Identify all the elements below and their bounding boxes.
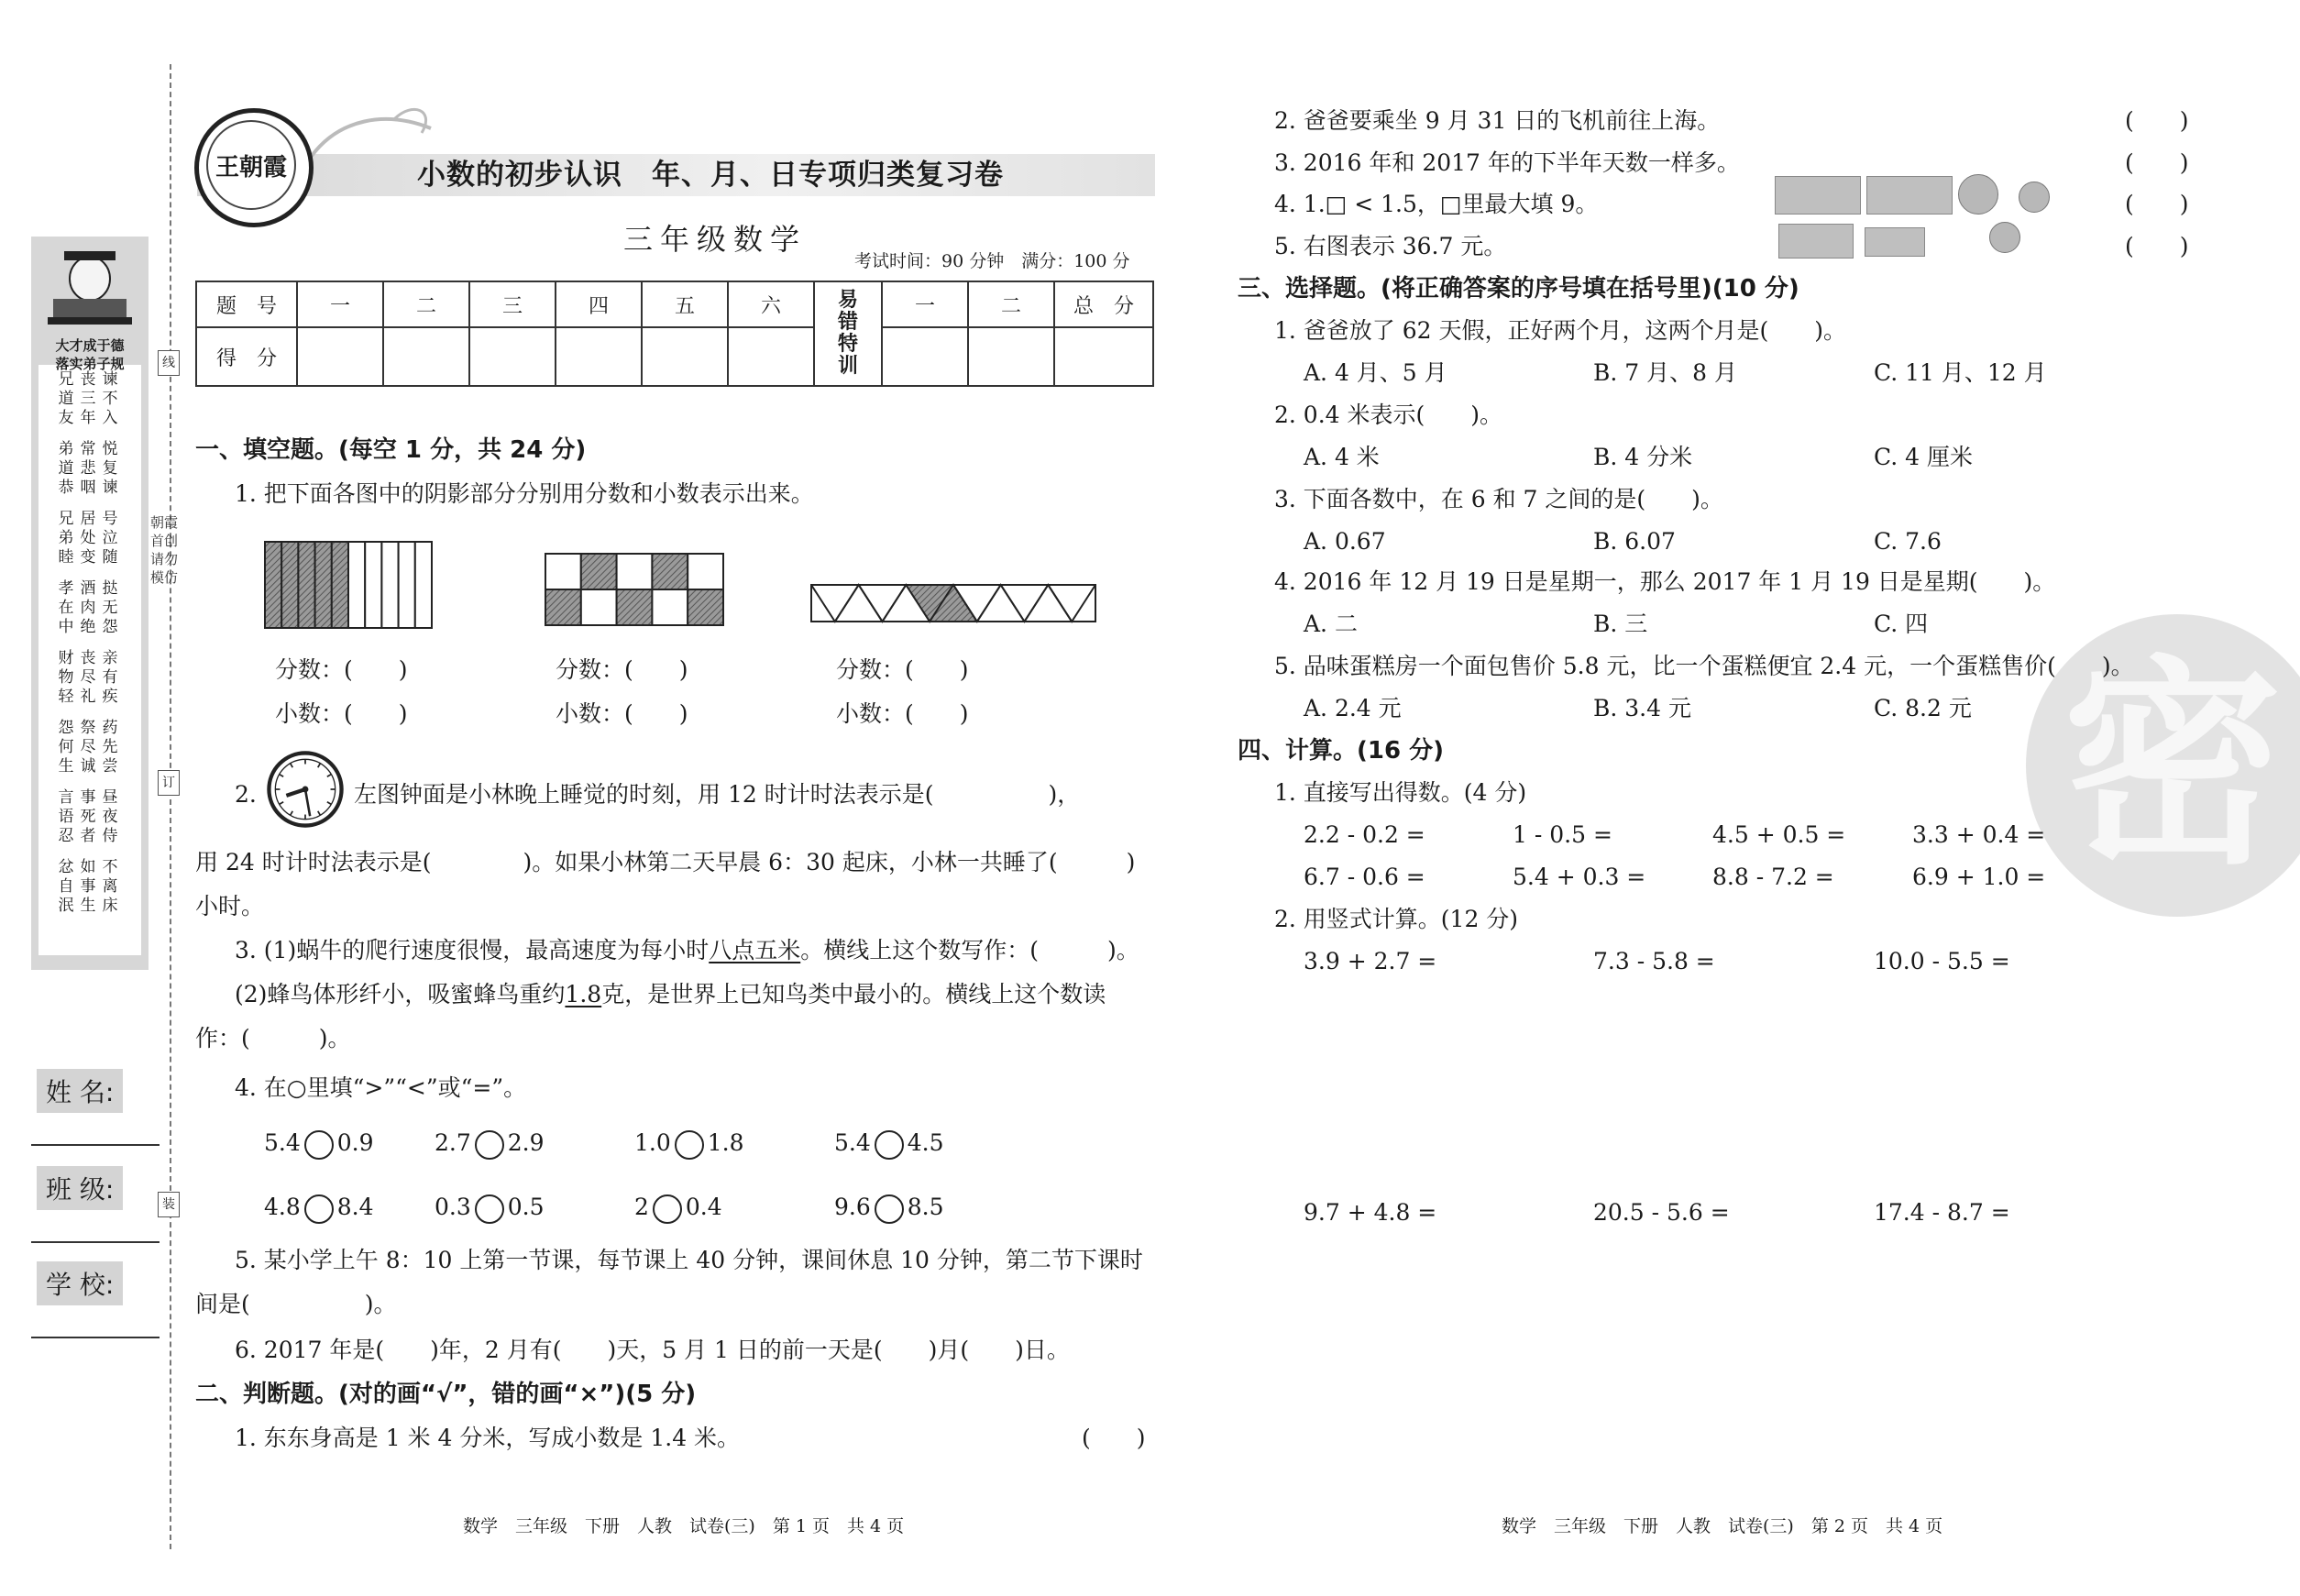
score-col: 五 — [642, 281, 728, 327]
question-1-3-part-2 — [235, 979, 1106, 1010]
grid-cell — [617, 589, 653, 625]
poem-column: 丧三年 — [80, 370, 96, 427]
strip-cell — [415, 542, 432, 628]
grid-cell — [545, 589, 581, 625]
comparison-left: 5.4 — [834, 1129, 871, 1156]
poem-column: 号泣随 — [102, 510, 118, 567]
poem-column: 谏不入 — [102, 370, 118, 427]
brand-logo — [194, 108, 314, 227]
fraction-answer-1[interactable]: 分数：( ) — [275, 656, 408, 683]
q3-text-d: 克，是世界上已知鸟类中最小的。横线上这个数读 — [601, 981, 1106, 1007]
section-1-title: 一、填空题。(每空 1 分，共 24 分) — [195, 436, 587, 464]
choice-2-option-c[interactable]: C. 4 厘米 — [1874, 444, 1973, 470]
mental-math-item[interactable]: 4.5 + 0.5 = — [1712, 821, 1846, 848]
column-calc-item[interactable]: 10.0 - 5.5 = — [1874, 948, 2010, 974]
column-calc-item[interactable]: 17.4 - 8.7 = — [1874, 1199, 2010, 1226]
strip-cell — [365, 542, 381, 628]
comparison-right: 8.5 — [907, 1194, 944, 1220]
choice-4: 4. 2016 年 12 月 19 日是星期一，那么 2017 年 1 月 19 日是星期( )。 — [1274, 568, 2056, 595]
coin-icon — [1958, 174, 1998, 215]
comparison-left: 5.4 — [264, 1129, 301, 1156]
comparison-right: 4.5 — [907, 1129, 944, 1156]
judge-2-answer[interactable]: ( ) — [2125, 107, 2189, 134]
poem-column: 祭尽诚 — [80, 719, 96, 776]
comparison-item — [834, 1192, 944, 1224]
brand-logo-text: 王朝霞 — [206, 120, 296, 210]
grid-cell — [581, 554, 617, 589]
question-1-6: 6. 2017 年是( )年，2 月有( )天，5 月 1 日的前一天是( )月( )日。 — [235, 1337, 1070, 1363]
poem-column: 孝在中 — [58, 579, 74, 636]
choice-1-option-c[interactable]: C. 11 月、12 月 — [1874, 359, 2047, 386]
banknote-icon — [1778, 224, 1854, 259]
comparison-left: 4.8 — [264, 1194, 301, 1220]
poem-column: 亲有疾 — [102, 649, 118, 706]
comparison-circle[interactable] — [653, 1194, 682, 1224]
choice-4-option-b[interactable]: B. 三 — [1593, 611, 1648, 637]
mental-math-item[interactable]: 8.8 - 7.2 = — [1712, 864, 1834, 890]
comparison-circle[interactable] — [875, 1194, 904, 1224]
triangle-down — [859, 585, 907, 622]
column-calc-item[interactable]: 9.7 + 4.8 = — [1304, 1199, 1437, 1226]
question-1-3-line-3: 作：( )。 — [195, 1025, 351, 1051]
judge-4: 4. 1.□ < 1.5，□里最大填 9。 — [1274, 191, 1599, 217]
choice-5-option-a[interactable]: A. 2.4 元 — [1304, 695, 1402, 721]
strip-cell — [348, 542, 365, 628]
cut-mark-zhuang: 装 — [158, 1192, 180, 1217]
decimal-answer-3[interactable]: 小数：( ) — [836, 700, 969, 727]
section-3-title: 三、选择题。(将正确答案的序号填在括号里)(10 分) — [1238, 275, 1799, 303]
poem-column: 怨何生 — [58, 719, 74, 776]
comparison-right: 1.8 — [707, 1129, 744, 1156]
choice-4-option-c[interactable]: C. 四 — [1874, 611, 1929, 637]
poem-column: 居处变 — [80, 510, 96, 567]
strip-cell — [281, 542, 298, 628]
fraction-answer-3[interactable]: 分数：( ) — [836, 656, 969, 683]
section-4-title: 四、计算。(16 分) — [1238, 737, 1444, 765]
grid-cell — [581, 589, 617, 625]
score-cell[interactable] — [469, 327, 556, 386]
q3-text-b: 。横线上这个数写作：( )。 — [800, 937, 1139, 963]
stamp-glyph: 密 — [2063, 637, 2283, 894]
score-cell[interactable] — [556, 327, 642, 386]
poem-column: 如事生 — [80, 858, 96, 915]
comparison-circle[interactable] — [304, 1130, 334, 1160]
triangle-up — [835, 585, 883, 622]
choice-2-option-b[interactable]: B. 4 分米 — [1593, 444, 1693, 470]
comparison-circle[interactable] — [475, 1130, 504, 1160]
poem-column: 忿自泯 — [58, 858, 74, 915]
comparison-right: 0.9 — [336, 1129, 374, 1156]
comparison-circle[interactable] — [475, 1194, 504, 1224]
comparison-item — [634, 1192, 722, 1224]
cut-mark-ding: 订 — [158, 770, 180, 796]
banknote-icon — [1775, 176, 1861, 215]
triangle-down — [811, 585, 859, 622]
score-table — [195, 281, 1154, 387]
fraction-answer-2[interactable]: 分数：( ) — [556, 656, 688, 683]
question-1-2-number: 2. — [235, 781, 257, 808]
clock-face — [266, 750, 345, 829]
decimal-answer-1[interactable]: 小数：( ) — [275, 700, 408, 727]
score-col: 一 — [297, 281, 383, 327]
mental-math-item[interactable]: 6.7 - 0.6 = — [1304, 864, 1425, 890]
score-cell[interactable] — [297, 327, 383, 386]
comparison-circle[interactable] — [304, 1194, 334, 1224]
comparison-item — [435, 1128, 545, 1160]
name-line[interactable] — [31, 1144, 160, 1146]
score-cell[interactable] — [728, 327, 814, 386]
exam-info: 考试时间：90 分钟 满分：100 分 — [854, 251, 1130, 271]
triangle-up — [977, 585, 1025, 622]
score-col: 三 — [469, 281, 556, 327]
score-cell[interactable] — [383, 327, 469, 386]
figure-triangles — [810, 583, 1096, 623]
calc-2-title: 2. 用竖式计算。(12 分) — [1274, 906, 1519, 932]
question-1-5-line-1: 5. 某小学上午 8：10 上第一节课，每节课上 40 分钟，课间休息 10 分钟，第二节下课时 — [235, 1247, 1143, 1273]
choice-4-option-a[interactable]: A. 二 — [1304, 611, 1358, 637]
grid-cell — [688, 589, 723, 625]
score-header-label: 题 号 — [196, 281, 297, 327]
question-1-4: 4. 在○里填“>”“<”或“=”。 — [235, 1074, 527, 1101]
choice-3: 3. 下面各数中，在 6 和 7 之间的是( )。 — [1274, 486, 1723, 512]
choice-1: 1. 爸爸放了 62 天假，正好两个月，这两个月是( )。 — [1274, 317, 1847, 344]
choice-3-option-b[interactable]: B. 6.07 — [1593, 528, 1676, 555]
score-col: 六 — [728, 281, 814, 327]
strip-cell — [399, 542, 415, 628]
strip-cell — [265, 542, 281, 628]
name-label: 姓 名: — [37, 1069, 123, 1113]
special-training-label — [814, 281, 882, 386]
choice-1-option-b[interactable]: B. 7 月、8 月 — [1593, 359, 1737, 386]
strip-cell — [298, 542, 314, 628]
banknote-icon — [1865, 227, 1925, 257]
question-1-2-text: 左图钟面是小林晚上睡觉的时刻，用 12 时计时法表示是( )， — [354, 781, 1081, 808]
question-1-1: 1. 把下面各图中的阴影部分分别用分数和小数表示出来。 — [235, 480, 814, 507]
column-calc-item[interactable]: 3.9 + 2.7 = — [1304, 948, 1437, 974]
mental-math-item[interactable]: 5.4 + 0.3 = — [1513, 864, 1646, 890]
judge-1: 1. 东东身高是 1 米 4 分米，写成小数是 1.4 米。 — [235, 1425, 741, 1451]
banknote-icon — [1866, 176, 1953, 215]
judge-5-answer[interactable]: ( ) — [2125, 233, 2189, 259]
scholar-illustration — [44, 242, 136, 334]
comparison-left: 2.7 — [435, 1129, 471, 1156]
page-subtitle: 三年级数学 — [623, 222, 808, 257]
grid-cell — [652, 554, 688, 589]
poem-column: 药先尝 — [102, 719, 118, 776]
coin-icon — [1989, 222, 2020, 253]
comparison-left: 2 — [634, 1194, 649, 1220]
comparison-right: 0.4 — [685, 1194, 722, 1220]
special-col: 一 — [882, 281, 968, 327]
choice-1-option-a[interactable]: A. 4 月、5 月 — [1304, 359, 1447, 386]
triangle-up — [1025, 585, 1073, 622]
comparison-item — [435, 1192, 545, 1224]
judge-5: 5. 右图表示 36.7 元。 — [1274, 233, 1507, 259]
footer-page-2: 数学 三年级 下册 人教 试卷(三) 第 2 页 共 4 页 — [1502, 1516, 1943, 1536]
strip-cell — [315, 542, 332, 628]
score-cell[interactable] — [882, 327, 968, 386]
choice-5-option-c[interactable]: C. 8.2 元 — [1874, 695, 1972, 721]
judge-1-answer[interactable]: ( ) — [1082, 1425, 1146, 1451]
score-cell[interactable] — [1054, 327, 1153, 386]
figure-strips — [264, 541, 433, 629]
score-row-label: 得 分 — [196, 327, 297, 386]
poem-column: 弟道恭 — [58, 440, 74, 497]
judge-3-answer[interactable]: ( ) — [2125, 149, 2189, 176]
poem-column: 常悲咽 — [80, 440, 96, 497]
comparison-right: 2.9 — [507, 1129, 545, 1156]
question-1-2-line-2: 用 24 时计时法表示是( )。如果小林第二天早晨 6：30 起床，小林一共睡了( ) — [195, 849, 1136, 875]
comparison-left: 0.3 — [435, 1194, 471, 1220]
column-calc-item[interactable]: 7.3 - 5.8 = — [1593, 948, 1715, 974]
school-line[interactable] — [31, 1337, 160, 1338]
score-cell[interactable] — [642, 327, 728, 386]
question-1-3-part-1 — [235, 935, 1139, 966]
total-label: 总 分 — [1054, 281, 1153, 327]
strip-cell — [332, 542, 348, 628]
comparison-left: 1.0 — [634, 1129, 671, 1156]
poem-column: 悦复谏 — [102, 440, 118, 497]
class-line[interactable] — [31, 1241, 160, 1243]
mental-math-item[interactable]: 2.2 - 0.2 = — [1304, 821, 1425, 848]
footer-page-1: 数学 三年级 下册 人教 试卷(三) 第 1 页 共 4 页 — [463, 1516, 905, 1536]
poem-column: 不离床 — [102, 858, 118, 915]
poem-column: 言语忍 — [58, 788, 74, 845]
judge-3: 3. 2016 年和 2017 年的下半年天数一样多。 — [1274, 149, 1740, 176]
poem-column: 兄道友 — [58, 370, 74, 427]
comparison-item — [264, 1192, 374, 1224]
column-calc-item[interactable]: 20.5 - 5.6 = — [1593, 1199, 1730, 1226]
decimal-answer-2[interactable]: 小数：( ) — [556, 700, 688, 727]
poem-column: 丧尽礼 — [80, 649, 96, 706]
cut-mark-xian: 线 — [158, 350, 180, 376]
grid-cell — [617, 554, 653, 589]
comparison-left: 9.6 — [834, 1194, 871, 1220]
comparison-circle[interactable] — [875, 1130, 904, 1160]
poem-column: 挞无怨 — [102, 579, 118, 636]
choice-2-option-a[interactable]: A. 4 米 — [1304, 444, 1380, 470]
comparison-item — [834, 1128, 944, 1160]
binding-dashed-line — [170, 64, 171, 1549]
special-training-text: 易错特训 — [837, 289, 858, 378]
triangle-down — [1001, 585, 1049, 622]
score-cell[interactable] — [968, 327, 1054, 386]
anti-copy-notice: 朝霞首创 请勿模仿 — [150, 514, 179, 586]
grid-cell — [688, 554, 723, 589]
score-col: 四 — [556, 281, 642, 327]
mental-math-item[interactable]: 3.3 + 0.4 = — [1912, 821, 2046, 848]
triangle-down — [1048, 585, 1095, 622]
grid-cell — [545, 554, 581, 589]
grid-cell — [652, 589, 688, 625]
poem-column: 事死者 — [80, 788, 96, 845]
school-label: 学 校: — [37, 1261, 123, 1305]
figure-grid — [545, 553, 724, 626]
poem-column: 酒肉绝 — [80, 579, 96, 636]
coin-icon — [2019, 182, 2050, 213]
q3-text-a: 3. (1)蜗牛的爬行速度很慢，最高速度为每小时 — [235, 937, 710, 963]
question-1-5-line-2: 间是( )。 — [195, 1291, 397, 1317]
mental-math-item[interactable]: 6.9 + 1.0 = — [1912, 864, 2046, 890]
section-2-title: 二、判断题。(对的画“√”，错的画“×”)(5 分) — [195, 1381, 697, 1408]
poem-column: 财物轻 — [58, 649, 74, 706]
judge-2: 2. 爸爸要乘坐 9 月 31 日的飞机前往上海。 — [1274, 107, 1721, 134]
class-label: 班 级: — [37, 1166, 123, 1210]
comparison-item — [264, 1128, 374, 1160]
choice-3-option-c[interactable]: C. 7.6 — [1874, 528, 1942, 555]
motto-line-1: 大才成于德 — [55, 337, 125, 354]
mental-math-item[interactable]: 1 - 0.5 = — [1513, 821, 1612, 848]
page-title: 小数的初步认识 年、月、日专项归类复习卷 — [417, 159, 1004, 192]
strip-cell — [381, 542, 398, 628]
q3-underlined-b: 1.8 — [565, 981, 602, 1007]
poem-column: 昼夜侍 — [102, 788, 118, 845]
comparison-item — [634, 1128, 744, 1160]
choice-3-option-a[interactable]: A. 0.67 — [1304, 528, 1386, 555]
choice-5-option-b[interactable]: B. 3.4 元 — [1593, 695, 1691, 721]
q3-underlined-a: 八点五米 — [709, 937, 801, 963]
comparison-right: 0.5 — [507, 1194, 545, 1220]
comparison-circle[interactable] — [675, 1130, 704, 1160]
choice-2: 2. 0.4 米表示( )。 — [1274, 402, 1503, 428]
poem-column: 兄弟睦 — [58, 510, 74, 567]
score-col: 二 — [383, 281, 469, 327]
motto-line-2: 落实弟子规 — [55, 356, 125, 372]
comparison-right: 8.4 — [336, 1194, 374, 1220]
choice-5: 5. 品味蛋糕房一个面包售价 5.8 元，比一个蛋糕便宜 2.4 元，一个蛋糕售价( )。 — [1274, 653, 2134, 679]
q3-text-c: (2)蜂鸟体形纤小，吸蜜蜂鸟重约 — [235, 981, 566, 1007]
judge-4-answer[interactable]: ( ) — [2125, 191, 2189, 217]
question-1-2-line-3: 小时。 — [195, 893, 265, 919]
special-col: 二 — [968, 281, 1054, 327]
calc-1-title: 1. 直接写出得数。(4 分) — [1274, 779, 1527, 806]
